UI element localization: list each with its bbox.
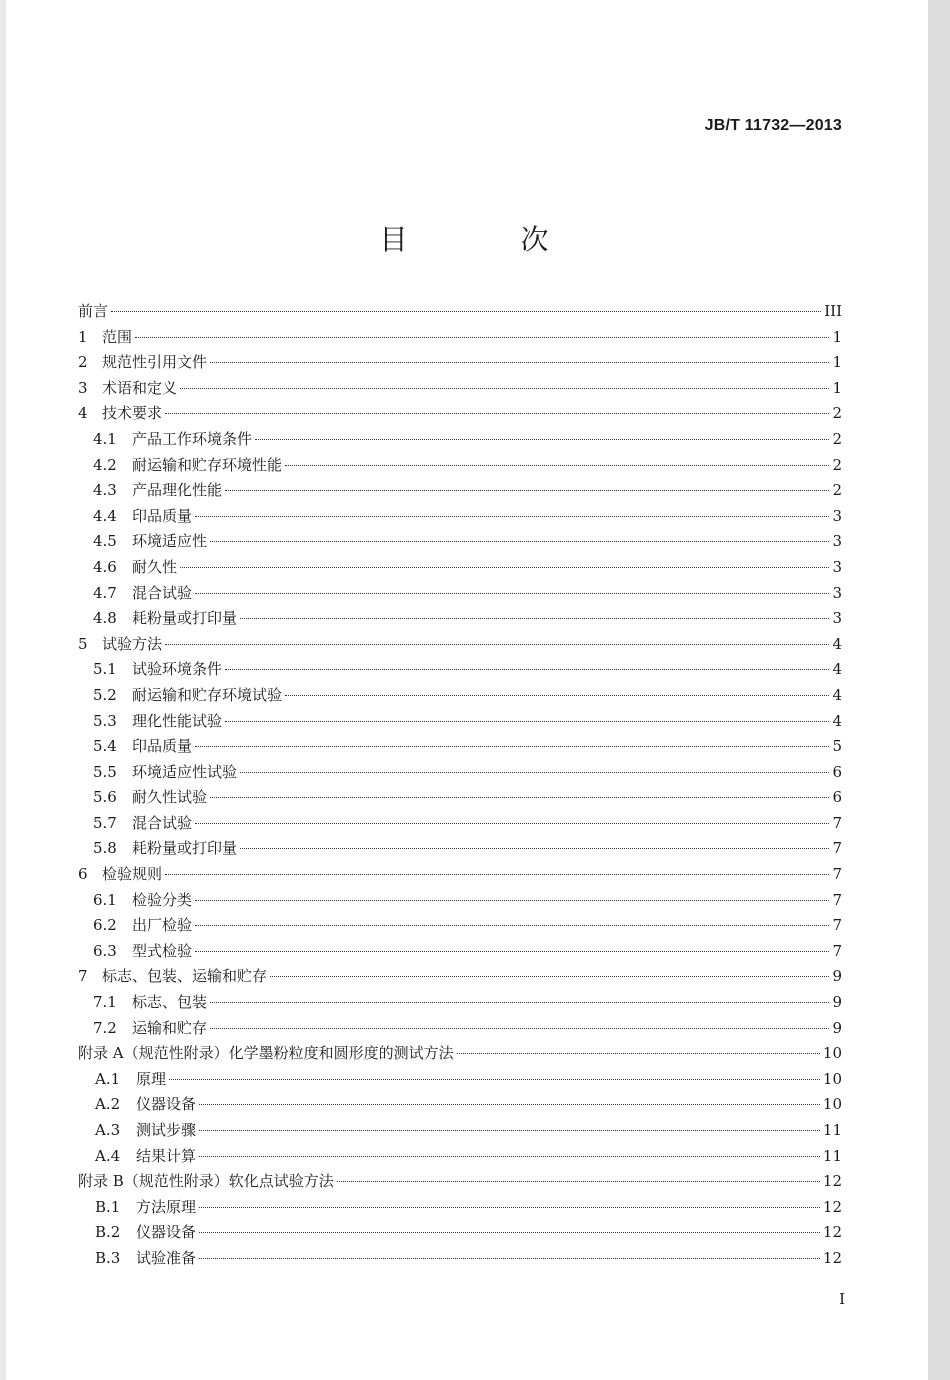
toc-entry[interactable] <box>78 684 842 710</box>
toc-entry[interactable] <box>78 658 842 684</box>
toc-entry[interactable] <box>78 402 842 428</box>
toc-entry[interactable] <box>78 914 842 940</box>
toc-entry-number: 5.6 <box>93 788 117 807</box>
toc-leader-dots <box>225 490 829 491</box>
toc-entry-page: 1 <box>832 378 842 397</box>
toc-entry-page: 11 <box>822 1121 842 1139</box>
toc-entry-page: 2 <box>832 455 842 474</box>
toc-entry-page: 9 <box>832 1018 842 1037</box>
toc-entry-page: 11 <box>822 1146 842 1165</box>
toc-leader-dots <box>240 848 829 849</box>
scan-edge-right <box>928 0 950 1380</box>
toc-entry-page: 12 <box>822 1248 842 1267</box>
toc-entry-page: 2 <box>832 481 842 500</box>
toc-entry-number: 7 <box>78 967 88 986</box>
toc-entry-number: 5.7 <box>93 813 117 832</box>
toc-entry[interactable] <box>78 710 842 736</box>
table-of-contents <box>78 300 842 1273</box>
toc-leader-dots <box>240 618 829 619</box>
toc-entry-page: 3 <box>832 583 842 602</box>
toc-entry-number: 7.2 <box>93 1018 117 1037</box>
toc-entry[interactable] <box>78 300 842 326</box>
toc-entry-number: 3 <box>78 378 88 397</box>
toc-entry-page: 7 <box>832 839 842 858</box>
toc-entry-page: 7 <box>832 865 842 884</box>
toc-entry-label: 标志、包装、运输和贮存 <box>102 967 268 986</box>
toc-entry-label: 产品理化性能 <box>132 481 223 500</box>
toc-entry-number: 5.2 <box>93 685 117 704</box>
toc-entry[interactable] <box>78 607 842 633</box>
toc-entry[interactable] <box>78 837 842 863</box>
toc-entry-label: 型式检验 <box>132 941 193 960</box>
toc-entry-number: 5.8 <box>93 839 117 858</box>
toc-entry-page: 10 <box>822 1095 842 1114</box>
toc-entry-number: 1 <box>78 327 88 346</box>
toc-leader-dots <box>165 874 829 875</box>
toc-entry-page: 2 <box>832 429 842 448</box>
toc-entry-label: 结果计算 <box>136 1146 197 1165</box>
toc-entry-page: 3 <box>832 532 842 551</box>
toc-entry-label: 印品质量 <box>132 506 193 525</box>
toc-entry-label: 范围 <box>102 327 133 346</box>
toc-entry-page: 2 <box>832 404 842 423</box>
toc-entry-label: 附录 A（规范性附录）化学墨粉粒度和圆形度的测试方法 <box>78 1044 454 1063</box>
toc-leader-dots <box>165 413 829 414</box>
toc-leader-dots <box>199 1104 820 1105</box>
toc-entry-number: 4.8 <box>93 609 117 628</box>
toc-leader-dots <box>210 1028 829 1029</box>
toc-entry-label: 试验环境条件 <box>132 660 223 679</box>
toc-entry-label: 印品质量 <box>132 737 193 756</box>
toc-entry[interactable] <box>78 735 842 761</box>
toc-entry-page: 3 <box>832 557 842 576</box>
toc-entry-label: 耐运输和贮存环境性能 <box>132 455 283 474</box>
toc-entry-page: 12 <box>822 1172 842 1191</box>
toc-entry-number: 5.5 <box>93 762 117 781</box>
document-code: JB/T 11732—2013 <box>704 117 842 134</box>
toc-entry-page: 4 <box>832 660 842 679</box>
toc-entry-label: 附录 B（规范性附录）软化点试验方法 <box>78 1172 334 1191</box>
toc-leader-dots <box>457 1053 820 1054</box>
toc-leader-dots <box>225 669 829 670</box>
toc-entry-label: 术语和定义 <box>102 378 178 397</box>
toc-entry-page: 3 <box>832 609 842 628</box>
toc-entry-label: 混合试验 <box>132 583 193 602</box>
toc-entry-number: 4.6 <box>93 557 117 576</box>
toc-entry[interactable] <box>78 556 842 582</box>
toc-entry-number: 4 <box>78 404 88 423</box>
toc-entry[interactable] <box>78 428 842 454</box>
toc-entry-number: 7.1 <box>93 993 117 1012</box>
toc-entry-label: 原理 <box>136 1069 167 1088</box>
toc-entry-page: 4 <box>832 685 842 704</box>
toc-entry-page: 7 <box>832 890 842 909</box>
toc-entry[interactable] <box>78 812 842 838</box>
toc-entry[interactable] <box>78 1042 842 1068</box>
toc-entry-page: III <box>824 302 842 320</box>
toc-leader-dots <box>169 1079 820 1080</box>
toc-entry-page: 5 <box>832 737 842 756</box>
toc-entry-number: 4.2 <box>93 455 117 474</box>
toc-entry-number: 4.4 <box>93 506 117 525</box>
toc-entry-number: B.1 <box>95 1197 121 1216</box>
toc-entry-page: 6 <box>832 762 842 781</box>
toc-entry-number: 5.1 <box>93 660 117 679</box>
toc-entry-number: 4.1 <box>93 429 117 448</box>
toc-entry-number: 2 <box>78 353 88 372</box>
toc-entry-number: 6 <box>78 865 88 884</box>
toc-entry-label: 测试步骤 <box>136 1121 197 1139</box>
toc-leader-dots <box>199 1232 820 1233</box>
toc-leader-dots <box>195 951 829 952</box>
toc-entry-label: 技术要求 <box>102 404 163 423</box>
toc-entry-number: 6.1 <box>93 890 117 909</box>
toc-leader-dots <box>337 1181 820 1182</box>
toc-leader-dots <box>210 541 829 542</box>
toc-entry[interactable] <box>78 1145 842 1171</box>
toc-entry-page: 3 <box>832 506 842 525</box>
toc-entry-label: 运输和贮存 <box>132 1018 208 1037</box>
toc-entry-label: 检验分类 <box>132 890 193 909</box>
toc-entry-number: A.1 <box>95 1069 121 1088</box>
toc-entry[interactable] <box>78 479 842 505</box>
toc-leader-dots <box>225 721 829 722</box>
toc-entry-page: 4 <box>832 711 842 730</box>
toc-entry[interactable] <box>78 633 842 659</box>
toc-leader-dots <box>285 695 829 696</box>
toc-leader-dots <box>199 1130 820 1131</box>
page-title: 目 次 <box>379 223 601 256</box>
toc-entry[interactable] <box>78 351 842 377</box>
toc-leader-dots <box>135 337 829 338</box>
toc-entry[interactable] <box>78 940 842 966</box>
toc-entry-label: 试验准备 <box>136 1248 197 1267</box>
toc-leader-dots <box>195 516 829 517</box>
toc-entry-number: 5.3 <box>93 711 117 730</box>
toc-entry[interactable] <box>78 889 842 915</box>
toc-entry-page: 1 <box>832 353 842 372</box>
toc-entry-number: 6.3 <box>93 941 117 960</box>
toc-entry[interactable] <box>78 530 842 556</box>
toc-entry-label: 环境适应性 <box>132 532 208 551</box>
toc-entry-label: 仪器设备 <box>136 1223 197 1242</box>
toc-entry-label: 前言 <box>78 302 109 320</box>
toc-entry-page: 12 <box>822 1197 842 1216</box>
toc-entry-page: 6 <box>832 788 842 807</box>
toc-entry[interactable] <box>78 761 842 787</box>
toc-entry-number: 4.5 <box>93 532 117 551</box>
toc-entry-number: 5.4 <box>93 737 117 756</box>
toc-entry[interactable] <box>78 1119 842 1145</box>
toc-leader-dots <box>180 567 829 568</box>
toc-leader-dots <box>199 1207 820 1208</box>
toc-entry-number: A.3 <box>95 1121 121 1139</box>
toc-entry-page: 7 <box>832 916 842 935</box>
toc-entry-label: 环境适应性试验 <box>132 762 238 781</box>
toc-leader-dots <box>165 644 829 645</box>
toc-leader-dots <box>195 823 829 824</box>
toc-entry-number: A.2 <box>95 1095 121 1114</box>
toc-entry-label: 检验规则 <box>102 865 163 884</box>
toc-entry[interactable] <box>78 377 842 403</box>
toc-entry-number: B.3 <box>95 1248 121 1267</box>
toc-entry[interactable] <box>78 1247 842 1273</box>
toc-entry-page: 10 <box>822 1044 842 1063</box>
toc-entry-number: 4.3 <box>93 481 117 500</box>
toc-leader-dots <box>270 976 829 977</box>
toc-entry[interactable] <box>78 454 842 480</box>
toc-entry-page: 7 <box>832 941 842 960</box>
toc-leader-dots <box>210 1002 829 1003</box>
footer-page-number: I <box>839 1290 845 1308</box>
toc-entry-label: 方法原理 <box>136 1197 197 1216</box>
toc-entry[interactable] <box>78 786 842 812</box>
toc-entry[interactable] <box>78 505 842 531</box>
toc-leader-dots <box>199 1258 820 1259</box>
toc-entry[interactable] <box>78 1068 842 1094</box>
toc-entry[interactable] <box>78 1017 842 1043</box>
toc-entry-page: 4 <box>832 634 842 653</box>
toc-entry-label: 耗粉量或打印量 <box>132 609 238 628</box>
toc-entry[interactable] <box>78 1170 842 1196</box>
toc-entry[interactable] <box>78 1093 842 1119</box>
toc-entry-label: 理化性能试验 <box>132 711 223 730</box>
scan-edge-left <box>0 0 6 1380</box>
toc-leader-dots <box>240 772 829 773</box>
toc-entry[interactable] <box>78 965 842 991</box>
toc-entry-page: 9 <box>832 967 842 986</box>
toc-entry-label: 试验方法 <box>102 634 163 653</box>
toc-entry[interactable] <box>78 1221 842 1247</box>
toc-entry-label: 产品工作环境条件 <box>132 429 253 448</box>
toc-leader-dots <box>195 746 829 747</box>
toc-entry-page: 12 <box>822 1223 842 1242</box>
toc-entry[interactable] <box>78 1196 842 1222</box>
toc-leader-dots <box>255 439 829 440</box>
toc-entry-page: 10 <box>822 1069 842 1088</box>
toc-leader-dots <box>285 465 829 466</box>
toc-leader-dots <box>210 362 829 363</box>
toc-entry-label: 标志、包装 <box>132 993 208 1012</box>
toc-leader-dots <box>199 1156 820 1157</box>
toc-entry-label: 耐久性 <box>132 557 178 576</box>
toc-entry-number: 6.2 <box>93 916 117 935</box>
toc-entry[interactable] <box>78 582 842 608</box>
toc-entry-label: 耐久性试验 <box>132 788 208 807</box>
toc-entry-label: 混合试验 <box>132 813 193 832</box>
toc-leader-dots <box>195 925 829 926</box>
toc-entry-number: 5 <box>78 634 88 653</box>
toc-leader-dots <box>180 388 829 389</box>
toc-entry-number: A.4 <box>95 1146 121 1165</box>
toc-leader-dots <box>210 797 829 798</box>
toc-leader-dots <box>195 900 829 901</box>
toc-entry-label: 仪器设备 <box>136 1095 197 1114</box>
toc-entry-label: 出厂检验 <box>132 916 193 935</box>
toc-leader-dots <box>195 593 829 594</box>
toc-entry[interactable] <box>78 991 842 1017</box>
toc-entry-label: 耗粉量或打印量 <box>132 839 238 858</box>
toc-entry-page: 7 <box>832 813 842 832</box>
toc-entry-label: 耐运输和贮存环境试验 <box>132 685 283 704</box>
toc-entry[interactable] <box>78 863 842 889</box>
toc-entry-page: 9 <box>832 993 842 1012</box>
toc-leader-dots <box>111 311 821 312</box>
toc-entry-number: B.2 <box>95 1223 121 1242</box>
toc-entry-page: 1 <box>832 327 842 346</box>
toc-entry-label: 规范性引用文件 <box>102 353 208 372</box>
toc-entry[interactable] <box>78 326 842 352</box>
toc-entry-number: 4.7 <box>93 583 117 602</box>
